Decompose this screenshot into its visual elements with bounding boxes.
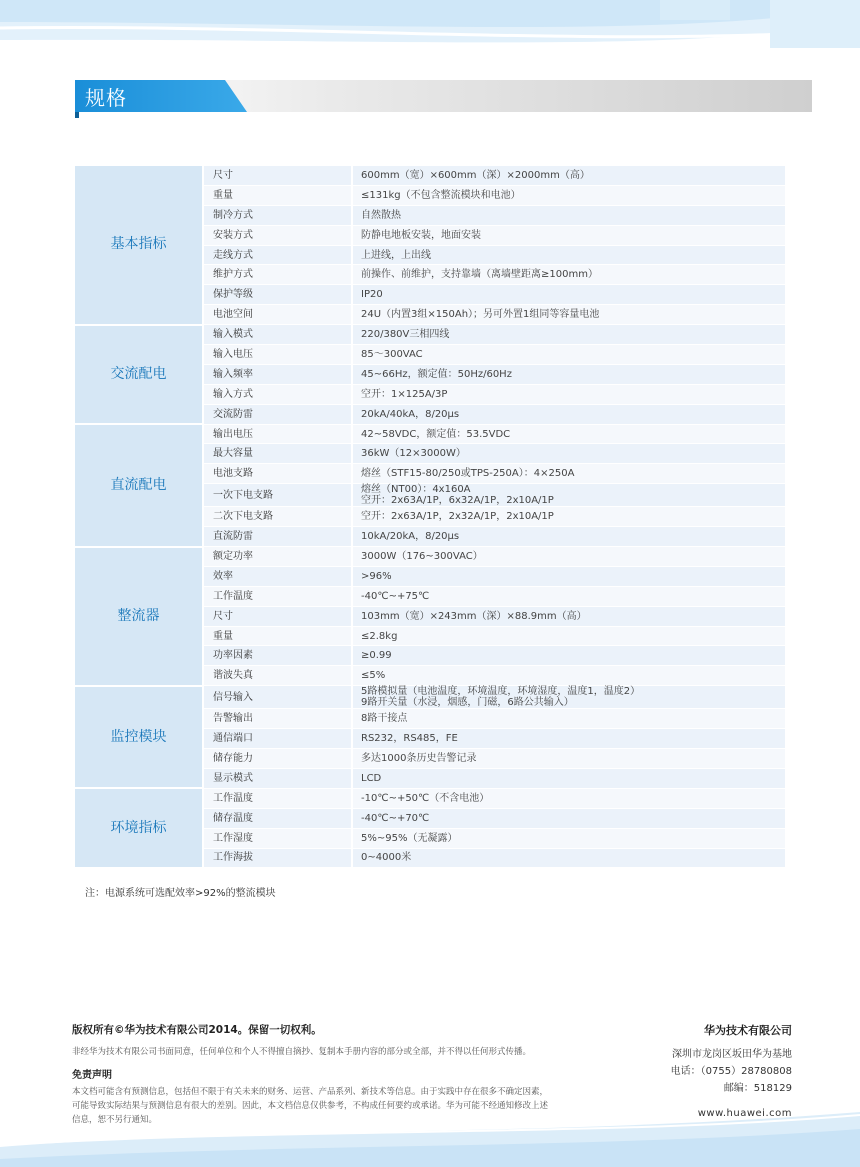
spec-name: 交流防雷 [203,404,352,424]
company-name: 华为技术有限公司 [704,1024,792,1037]
spec-value [352,686,785,709]
spec-row [75,547,785,567]
disclaimer-line: 本文档可能含有预测信息，包括但不限于有关未来的财务、运营、产品系列、新技术等信息。由于实践中存在很多不确定因素， [72,1087,549,1097]
disclaimer-line: 可能导致实际结果与预测信息有很大的差别。因此，本文档信息仅供参考，不构成任何要约或承诺。华为可能不经通知修改上述 [72,1101,549,1111]
spec-category: 环境指标 [75,788,203,868]
spec-value-line: 20kA/40kA，8/20μs [361,408,460,420]
spec-value [352,507,785,527]
spec-value [352,709,785,729]
spec-value [352,547,785,567]
spec-name: 储存温度 [203,808,352,828]
company-postcode: 邮编：518129 [723,1083,792,1094]
copyright-notice: 版权所有©华为技术有限公司2014。保留一切权利。 [72,1024,322,1036]
spec-category: 直流配电 [75,424,203,546]
section-title: 规格 [85,86,127,110]
spec-name: 重量 [203,626,352,646]
spec-name: 输出电压 [203,424,352,444]
spec-row [75,325,785,345]
spec-value [352,166,785,185]
spec-value [352,666,785,686]
spec-name: 告警输出 [203,709,352,729]
spec-value [352,788,785,808]
spec-name: 二次下电支路 [203,507,352,527]
spec-value-line: 熔丝（NT00）：4x160A [361,484,471,496]
company-phone: 电话：（0755）28780808 [670,1066,792,1077]
spec-value-line: 36kW（12×3000W） [361,448,466,460]
spec-value-line: -10℃~+50℃（不含电池） [361,792,490,804]
spec-name: 工作海拔 [203,848,352,868]
spec-name: 输入方式 [203,384,352,404]
spec-name: 效率 [203,566,352,586]
spec-value [352,305,785,325]
spec-value-line: 24U（内置3组×150Ah）；另可外置1组同等容量电池 [361,309,600,321]
spec-name: 额定功率 [203,547,352,567]
spec-value [352,205,785,225]
spec-name: 直流防雷 [203,527,352,547]
spec-value-line: 600mm（宽）×600mm（深）×2000mm（高） [361,169,590,181]
spec-value-line: -40℃~+70℃ [361,812,430,824]
spec-name: 谐波失真 [203,666,352,686]
spec-value-line: 3000W（176~300VAC） [361,550,483,562]
spec-name: 输入模式 [203,325,352,345]
spec-value [352,265,785,285]
spec-value [352,285,785,305]
spec-value [352,626,785,646]
spec-value-line: 45~66Hz，额定值：50Hz/60Hz [361,368,512,380]
spec-name: 显示模式 [203,768,352,788]
spec-name: 工作温度 [203,586,352,606]
spec-value-line: 多达1000条历史告警记录 [361,752,477,764]
spec-value-line: 0~4000米 [361,852,412,864]
spec-value-line: 前操作、前维护，支持靠墙（离墙壁距离≥100mm） [361,269,598,281]
spec-value [352,464,785,484]
spec-value [352,808,785,828]
spec-value [352,384,785,404]
company-address: 深圳市龙岗区坂田华为基地 [672,1049,792,1060]
spec-value-line: 103mm（宽）×243mm（深）×88.9mm（高） [361,610,587,622]
spec-value [352,566,785,586]
spec-category: 基本指标 [75,166,203,325]
copyright-text: 非经华为技术有限公司书面同意，任何单位和个人不得擅自摘抄、复制本手册内容的部分或全部，并不得以任何形式传播。 [72,1047,532,1057]
spec-value [352,245,785,265]
spec-value-line: RS232，RS485，FE [361,733,458,745]
spec-value-line: 5%~95%（无凝露） [361,832,458,844]
footnote: 注：电源系统可选配效率>92%的整流模块 [85,888,276,899]
spec-row [75,424,785,444]
spec-name: 输入频率 [203,364,352,384]
spec-value-line: 空开：1×125A/3P [361,388,448,400]
spec-category: 监控模块 [75,686,203,789]
spec-name: 最大容量 [203,444,352,464]
spec-value-line: 5路模拟量（电池温度，环境温度，环境湿度，温度1，温度2） [361,686,641,698]
spec-name: 电池空间 [203,305,352,325]
spec-value [352,586,785,606]
spec-name: 制冷方式 [203,205,352,225]
disclaimer-title: 免责声明 [72,1070,112,1081]
spec-value [352,345,785,365]
spec-name: 工作温度 [203,788,352,808]
spec-value [352,828,785,848]
spec-name: 尺寸 [203,166,352,185]
spec-name: 电池支路 [203,464,352,484]
spec-value [352,325,785,345]
spec-value-line: 上进线，上出线 [361,249,431,261]
spec-value-line: 85～300VAC [361,348,423,360]
spec-value [352,185,785,205]
spec-value-line: 熔丝（STF15-80/250或TPS-250A）：4×250A [361,468,575,480]
spec-value [352,606,785,626]
spec-row [75,166,785,185]
spec-name: 维护方式 [203,265,352,285]
spec-name: 尺寸 [203,606,352,626]
spec-name: 工作湿度 [203,828,352,848]
section-header-tab-shadow [75,112,79,118]
spec-name: 重量 [203,185,352,205]
spec-value-line: 防静电地板安装，地面安装 [361,229,481,241]
spec-value [352,364,785,384]
spec-value-line: 自然散热 [361,209,401,221]
spec-row [75,686,785,709]
spec-value [352,646,785,666]
spec-name: 走线方式 [203,245,352,265]
footer-contact [671,1022,792,1119]
spec-name: 保护等级 [203,285,352,305]
spec-value-line: ≤131kg（不包含整流模块和电池） [361,189,521,201]
spec-name: 储存能力 [203,749,352,769]
spec-value-line: -40℃~+75℃ [361,590,430,602]
spec-value-line: 空开：2x63A/1P，6x32A/1P，2x10A/1P [361,495,554,507]
spec-category: 交流配电 [75,325,203,424]
spec-value [352,768,785,788]
spec-name: 通信端口 [203,729,352,749]
spec-name: 信号输入 [203,686,352,709]
spec-value-line: LCD [361,772,382,784]
spec-name: 一次下电支路 [203,484,352,507]
spec-value-line: ≥0.99 [361,650,392,662]
spec-value [352,729,785,749]
spec-name: 安装方式 [203,225,352,245]
spec-value [352,225,785,245]
spec-value-line: >96% [361,570,392,582]
disclaimer-line: 信息，恕不另行通知。 [72,1115,158,1125]
section-header [75,80,812,114]
spec-value-line: 42~58VDC，额定值：53.5VDC [361,428,511,440]
spec-category: 整流器 [75,547,203,686]
spec-value [352,444,785,464]
spec-value [352,404,785,424]
spec-name: 输入电压 [203,345,352,365]
spec-value-line: ≤2.8kg [361,630,398,642]
spec-value-line: 9路开关量（水浸，烟感，门磁，6路公共输入） [361,697,574,709]
bottom-wave-decoration [0,1107,860,1167]
spec-value-line: 220/380V三相四线 [361,329,450,341]
top-wave-decoration [0,0,860,80]
spec-value [352,848,785,868]
spec-value-line: 空开：2x63A/1P，2x32A/1P，2x10A/1P [361,511,554,523]
spec-value-line: 10kA/20kA，8/20μs [361,531,460,543]
spec-row [75,788,785,808]
company-website-link[interactable]: www.huawei.com [697,1108,792,1119]
spec-name: 功率因素 [203,646,352,666]
spec-value [352,749,785,769]
spec-value-line: IP20 [361,289,383,301]
spec-value-line: 8路干接点 [361,713,408,725]
spec-value-line: ≤5% [361,670,386,682]
spec-value [352,424,785,444]
spec-value [352,527,785,547]
spec-value [352,484,785,507]
spec-table [75,166,785,869]
